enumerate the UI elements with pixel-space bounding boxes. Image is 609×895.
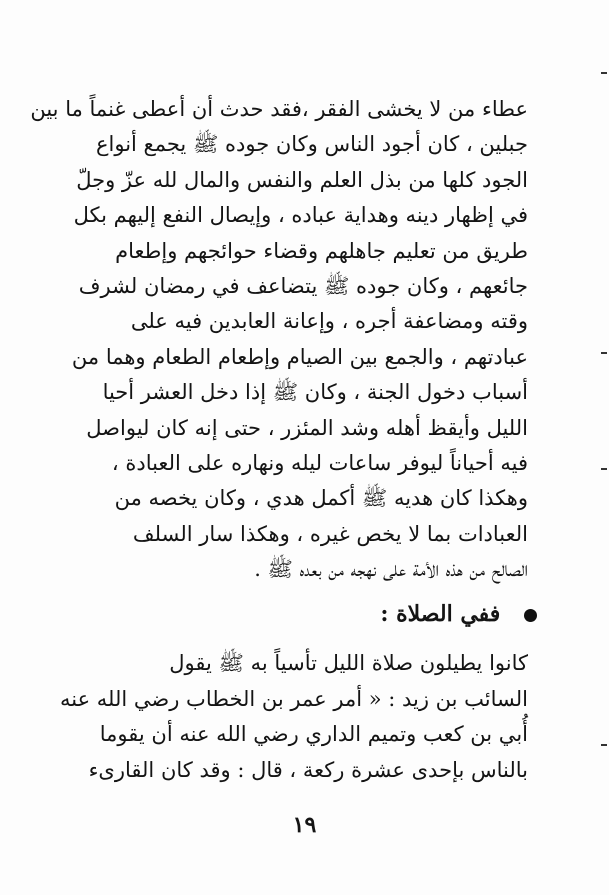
- section-heading: [87, 596, 537, 632]
- text-line: وقته ومضاعفة أجره ، وإعانة العابدين فيه على: [130, 309, 528, 334]
- text-line: أُبي بن كعب وتميم الداري رضي الله عنه أن يقوما: [99, 722, 528, 747]
- text-line: في إظهار دينه وهداية عباده ، وإيصال النفع إليهم بكل: [73, 203, 528, 228]
- text-line: السائب بن زيد : « أمر عمر بن الخطاب رضي الله عنه: [59, 686, 528, 711]
- page-number: ١٩: [292, 812, 317, 838]
- scan-edge-mark: [601, 468, 607, 470]
- text-line: الجود كلها من بذل العلم والنفس والمال لله عزّ وجلّ: [76, 167, 528, 192]
- text-line: عطاء من لا يخشى الفقر ،فقد حدث أن أعطى غنماً ما بين: [30, 97, 528, 121]
- scan-edge-mark: [601, 72, 607, 74]
- text-line: عبادتهم ، والجمع بين الصيام وإطعام الطعام وهما من: [71, 344, 528, 369]
- text-line: كانوا يطيلون صلاة الليل تأسياً به ﷺ يقول: [169, 651, 528, 675]
- text-line: وهكذا كان هديه ﷺ أكمل هدي ، وكان يخصه من: [114, 486, 528, 511]
- main-paragraph: [30, 92, 528, 588]
- second-paragraph: [59, 646, 528, 788]
- text-line: بالناس بإحدى عشرة ركعة ، قال : وقد كان القارىء: [88, 757, 528, 782]
- scan-edge-mark: [601, 352, 607, 354]
- text-line: الصالح من هذه الأمة على نهجه من بعده ﷺ .: [254, 557, 528, 582]
- text-line: جبلين ، كان أجود الناس وكان جوده ﷺ يجمع أنواع: [95, 132, 528, 157]
- bullet-icon: [524, 609, 537, 622]
- text-line: العبادات بما لا يخص غيره ، وهكذا سار السلف: [132, 521, 528, 546]
- heading-text: ففي الصلاة :: [380, 601, 501, 627]
- text-line: الليل وأيقظ أهله وشد المئزر ، حتى إنه كان ليواصل: [86, 415, 528, 440]
- text-line: طريق من تعليم جاهلهم وقضاء حوائجهم وإطعام: [115, 238, 528, 263]
- text-line: فيه أحياناً ليوفر ساعات ليله ونهاره على العبادة ،: [111, 451, 528, 476]
- text-line: جائعهم ، وكان جوده ﷺ يتضاعف في رمضان لشرف: [78, 274, 528, 299]
- text-line: أسباب دخول الجنة ، وكان ﷺ إذا دخل العشر أحيا: [102, 380, 528, 405]
- scan-edge-mark: [601, 744, 607, 746]
